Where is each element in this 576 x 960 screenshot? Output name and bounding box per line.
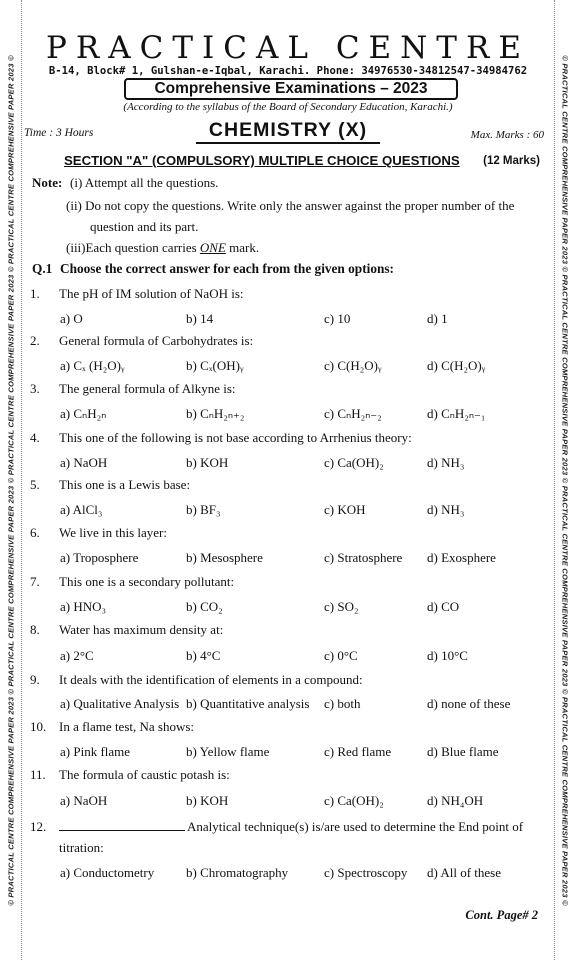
note-2-cont: question and its part. bbox=[90, 219, 199, 234]
option-b: b) Chromatography bbox=[186, 865, 289, 880]
max-marks: Max. Marks : 60 bbox=[470, 129, 544, 141]
option-c: c) Stratosphere bbox=[324, 550, 403, 565]
option-d: d) NH₃ bbox=[427, 502, 465, 517]
question-text: This one is a secondary pollutant: bbox=[59, 574, 235, 589]
option-d: d) CO bbox=[427, 599, 460, 614]
option-d: d) All of these bbox=[427, 865, 502, 880]
option-c: c) C(H₂O)ᵧ bbox=[324, 358, 382, 373]
main-question-text: Choose the correct answer for each from the given options: bbox=[60, 261, 394, 276]
continued-page-note: Cont. Page# 2 bbox=[465, 908, 538, 922]
right-margin-text: © PRACTICAL CENTRE COMPREHENSIVE PAPER 2023 © PRACTICAL CENTRE COMPREHENSIVE PAPER 2023 © PRACTICAL CENTRE COMPREHENSIVE PAPER 2023 © PRACTICAL CENTRE COMPREHENSIVE PAPER 2023 © bbox=[560, 54, 570, 906]
option-a: a) O bbox=[60, 311, 83, 326]
question-number: 5. bbox=[30, 477, 40, 492]
question-number: 3. bbox=[30, 381, 40, 396]
time-allowed: Time : 3 Hours bbox=[24, 127, 94, 139]
question-text: The pH of IM solution of NaOH is: bbox=[59, 286, 244, 301]
question-number: 10. bbox=[30, 719, 47, 734]
option-b: b) Yellow flame bbox=[186, 744, 270, 759]
note-3 bbox=[66, 240, 259, 256]
option-c: c) KOH bbox=[324, 502, 366, 517]
question-text: The general formula of Alkyne is: bbox=[59, 381, 236, 396]
question-number: 1. bbox=[30, 286, 40, 301]
subject-title: CHEMISTRY (X) bbox=[174, 119, 402, 142]
question-number: 8. bbox=[30, 622, 40, 637]
option-b: b) 4°C bbox=[186, 648, 221, 663]
question-text-cont: titration: bbox=[59, 840, 104, 855]
option-d: d) NH₃ bbox=[427, 455, 465, 470]
option-c: c) 0°C bbox=[324, 648, 358, 663]
option-a: a) Pink flame bbox=[60, 744, 131, 759]
exam-title: Comprehensive Examinations – 2023 bbox=[124, 78, 458, 100]
option-c: c) Ca(OH)₂ bbox=[324, 793, 384, 808]
note-2: (ii) Do not copy the questions. Write only the answer against the proper number of the bbox=[66, 198, 515, 213]
question-number: 7. bbox=[30, 574, 40, 589]
option-b: b) Cₓ(OH)ᵧ bbox=[186, 358, 244, 373]
question-number: 9. bbox=[30, 672, 40, 687]
option-a: a) AlCl₃ bbox=[60, 502, 103, 517]
question-text: This one of the following is not base according to Arrhenius theory: bbox=[59, 430, 412, 445]
option-d: d) Blue flame bbox=[427, 744, 499, 759]
option-a: a) NaOH bbox=[60, 455, 108, 470]
question-number: 12. bbox=[30, 819, 47, 834]
institute-address: B-14, Block# 1, Gulshan-e-Iqbal, Karachi. Phone: 34976530-34812547-34984762 bbox=[48, 65, 528, 77]
question-text: In a flame test, Na shows: bbox=[59, 719, 195, 734]
option-b: b) BF₃ bbox=[186, 502, 221, 517]
option-c: c) Ca(OH)₂ bbox=[324, 455, 384, 470]
option-a: a) HNO₃ bbox=[60, 599, 107, 614]
section-title: SECTION "A" (COMPULSORY) MULTIPLE CHOICE QUESTIONS bbox=[64, 153, 460, 168]
option-b: b) Quantitative analysis bbox=[186, 696, 310, 711]
institute-name: PRACTICAL CENTRE bbox=[46, 30, 530, 66]
note-3-post: mark. bbox=[225, 240, 260, 255]
option-c: c) Spectroscopy bbox=[324, 865, 408, 880]
question-number: 4. bbox=[30, 430, 40, 445]
question-text bbox=[59, 819, 523, 835]
option-d: d) NH₄OH bbox=[427, 793, 484, 808]
note-1: (i) Attempt all the questions. bbox=[70, 175, 219, 190]
option-d: d) 10°C bbox=[427, 648, 468, 663]
question-number: 6. bbox=[30, 525, 40, 540]
option-a: a) Troposphere bbox=[60, 550, 139, 565]
question-number: 11. bbox=[30, 767, 46, 782]
option-d: d) Exosphere bbox=[427, 550, 496, 565]
answer-blank bbox=[59, 820, 185, 831]
exam-page bbox=[24, 0, 552, 960]
option-d: d) C(H₂O)ᵧ bbox=[427, 358, 486, 373]
question-text: Water has maximum density at: bbox=[59, 622, 224, 637]
note-3-emphasis: ONE bbox=[199, 240, 226, 255]
section-marks: (12 Marks) bbox=[483, 155, 540, 167]
option-a: a) NaOH bbox=[60, 793, 108, 808]
option-c: c) Red flame bbox=[324, 744, 392, 759]
right-margin-strip bbox=[554, 0, 576, 960]
option-a: a) Cₓ (H₂O)ᵧ bbox=[60, 358, 125, 373]
option-a: a) CₙH₂ₙ bbox=[60, 406, 107, 421]
option-c: c) SO₂ bbox=[324, 599, 359, 614]
option-a: a) Conductometry bbox=[60, 865, 155, 880]
option-b: b) Mesosphere bbox=[186, 550, 263, 565]
question-text: It deals with the identification of elements in a compound: bbox=[59, 672, 363, 687]
question-text: We live in this layer: bbox=[59, 525, 167, 540]
option-b: b) KOH bbox=[186, 455, 229, 470]
option-a: a) 2°C bbox=[60, 648, 94, 663]
option-b: b) 14 bbox=[186, 311, 214, 326]
option-b: b) CO₂ bbox=[186, 599, 223, 614]
left-margin-strip bbox=[0, 0, 22, 960]
question-text-content: Analytical technique(s) is/are used to determine the End point of bbox=[187, 819, 524, 834]
option-a: a) Qualitative Analysis bbox=[60, 696, 180, 711]
option-c: c) CₙH₂ₙ₋₂ bbox=[324, 406, 382, 421]
question-text: The formula of caustic potash is: bbox=[59, 767, 230, 782]
main-question-number: Q.1 bbox=[32, 261, 53, 276]
note-3-pre: (iii)Each question carries bbox=[66, 240, 200, 255]
question-text: This one is a Lewis base: bbox=[59, 477, 191, 492]
question-number: 2. bbox=[30, 333, 40, 348]
option-b: b) CₙH₂ₙ₊₂ bbox=[186, 406, 245, 421]
option-d: d) 1 bbox=[427, 311, 448, 326]
option-d: d) none of these bbox=[427, 696, 511, 711]
option-c: c) both bbox=[324, 696, 361, 711]
option-d: d) CₙH₂ₙ₋₁ bbox=[427, 406, 486, 421]
option-c: c) 10 bbox=[324, 311, 351, 326]
syllabus-note: (According to the syllabus of the Board of Secondary Education, Karachi.) bbox=[123, 101, 453, 113]
left-margin-text: © PRACTICAL CENTRE COMPREHENSIVE PAPER 2023 © PRACTICAL CENTRE COMPREHENSIVE PAPER 2023 © PRACTICAL CENTRE COMPREHENSIVE PAPER 2023 © PRACTICAL CENTRE COMPREHENSIVE PAPER 2023 © bbox=[6, 54, 16, 906]
question-text: General formula of Carbohydrates is: bbox=[59, 333, 254, 348]
option-b: b) KOH bbox=[186, 793, 229, 808]
note-label: Note: bbox=[32, 175, 63, 190]
